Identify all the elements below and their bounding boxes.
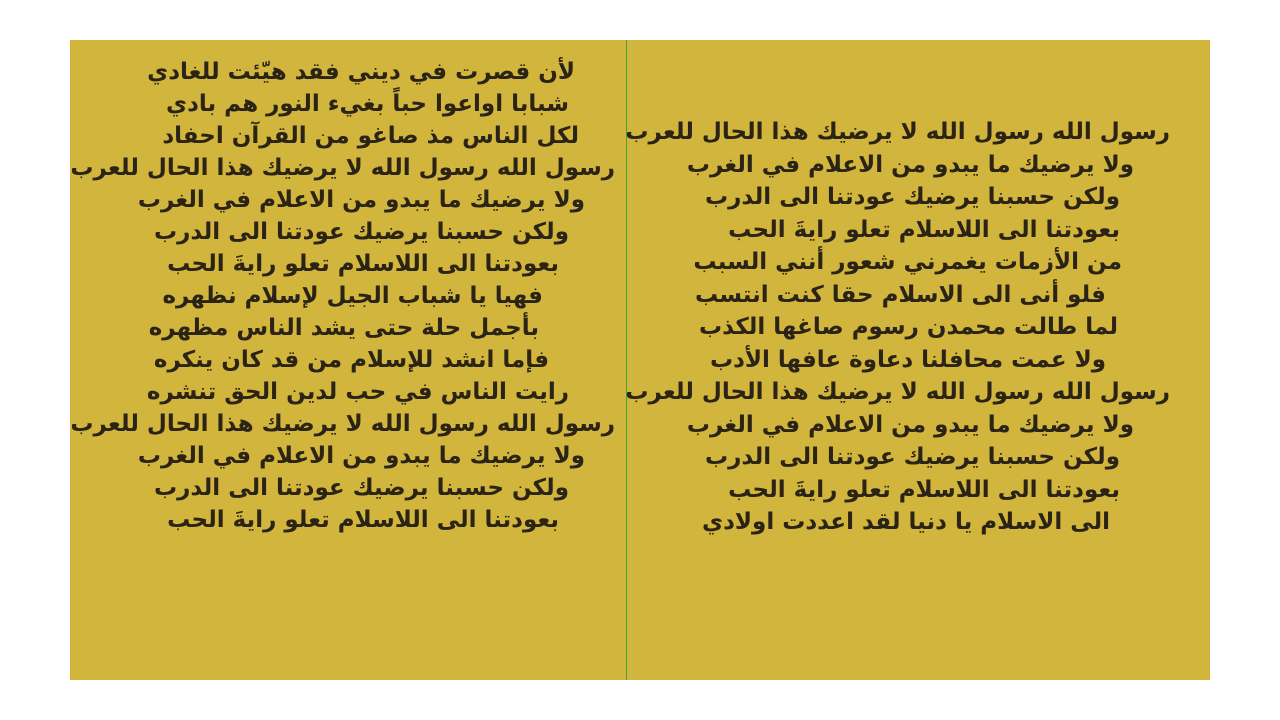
lyric-line: شبابا اواعوا حباً بغيء النور هم بادي [166, 91, 569, 117]
lyric-line: بعودتنا الى اللاسلام تعلو رايةَ الحب [167, 251, 559, 277]
lyric-line: ولا يرضيك ما يبدو من الاعلام في الغرب [686, 411, 1134, 438]
lyric-line: ولكن حسبنا يرضيك عودتنا الى الدرب [705, 444, 1120, 470]
lyric-line: رسول الله رسول الله لا يرضيك هذا الحال للعرب [70, 411, 615, 437]
lyric-line: الى الاسلام يا دنيا لقد اعددت اولادي [702, 509, 1110, 535]
lyric-line: فلو أنى الى الاسلام حقا كنت انتسب [695, 281, 1106, 308]
right-lyrics-column [625, 116, 1170, 539]
lyric-line: فإما انشد للإسلام من قد كان ينكره [153, 347, 549, 373]
lyric-line: ولا يرضيك ما يبدو من الاعلام في الغرب [137, 187, 585, 213]
lyric-line: ولكن حسبنا يرضيك عودتنا الى الدرب [154, 219, 569, 245]
lyric-line: لأن قصرت في ديني فقد هيّئت للغادي [147, 59, 575, 85]
lyric-line: لكل الناس مذ صاغو من القرآن احفاد [162, 123, 579, 149]
lyric-line: بأجمل حلة حتى يشد الناس مظهره [148, 315, 539, 341]
lyric-line: رسول الله رسول الله لا يرضيك هذا الحال للعرب [70, 155, 615, 181]
lyric-line: ولكن حسبنا يرضيك عودتنا الى الدرب [705, 184, 1120, 210]
lyric-line: بعودتنا الى اللاسلام تعلو رايةَ الحب [728, 476, 1120, 503]
lyric-line: رايت الناس في حب لدين الحق تنشره [146, 379, 569, 405]
lyric-line: فهيا يا شباب الجيل لإسلام نظهره [162, 283, 543, 309]
lyric-line: رسول الله رسول الله لا يرضيك هذا الحال للعرب [625, 119, 1170, 145]
left-lyrics-column [70, 56, 615, 536]
lyric-line: ولكن حسبنا يرضيك عودتنا الى الدرب [154, 475, 569, 501]
lyric-line: ولا عمت محافلنا دعاوة عافها الأدب [709, 346, 1106, 373]
lyric-line: بعودتنا الى اللاسلام تعلو رايةَ الحب [167, 507, 559, 533]
lyric-line: لما طالت محمدن رسوم صاغها الكذب [699, 314, 1118, 340]
lyrics-sheet [70, 40, 1210, 680]
lyric-line: ولا يرضيك ما يبدو من الاعلام في الغرب [137, 443, 585, 469]
lyric-line: بعودتنا الى اللاسلام تعلو رايةَ الحب [728, 216, 1120, 243]
lyric-line: رسول الله رسول الله لا يرضيك هذا الحال للعرب [625, 379, 1170, 405]
lyric-line: ولا يرضيك ما يبدو من الاعلام في الغرب [686, 151, 1134, 178]
lyric-line: من الأزمات يغمرني شعور أنني السبب [693, 249, 1122, 275]
